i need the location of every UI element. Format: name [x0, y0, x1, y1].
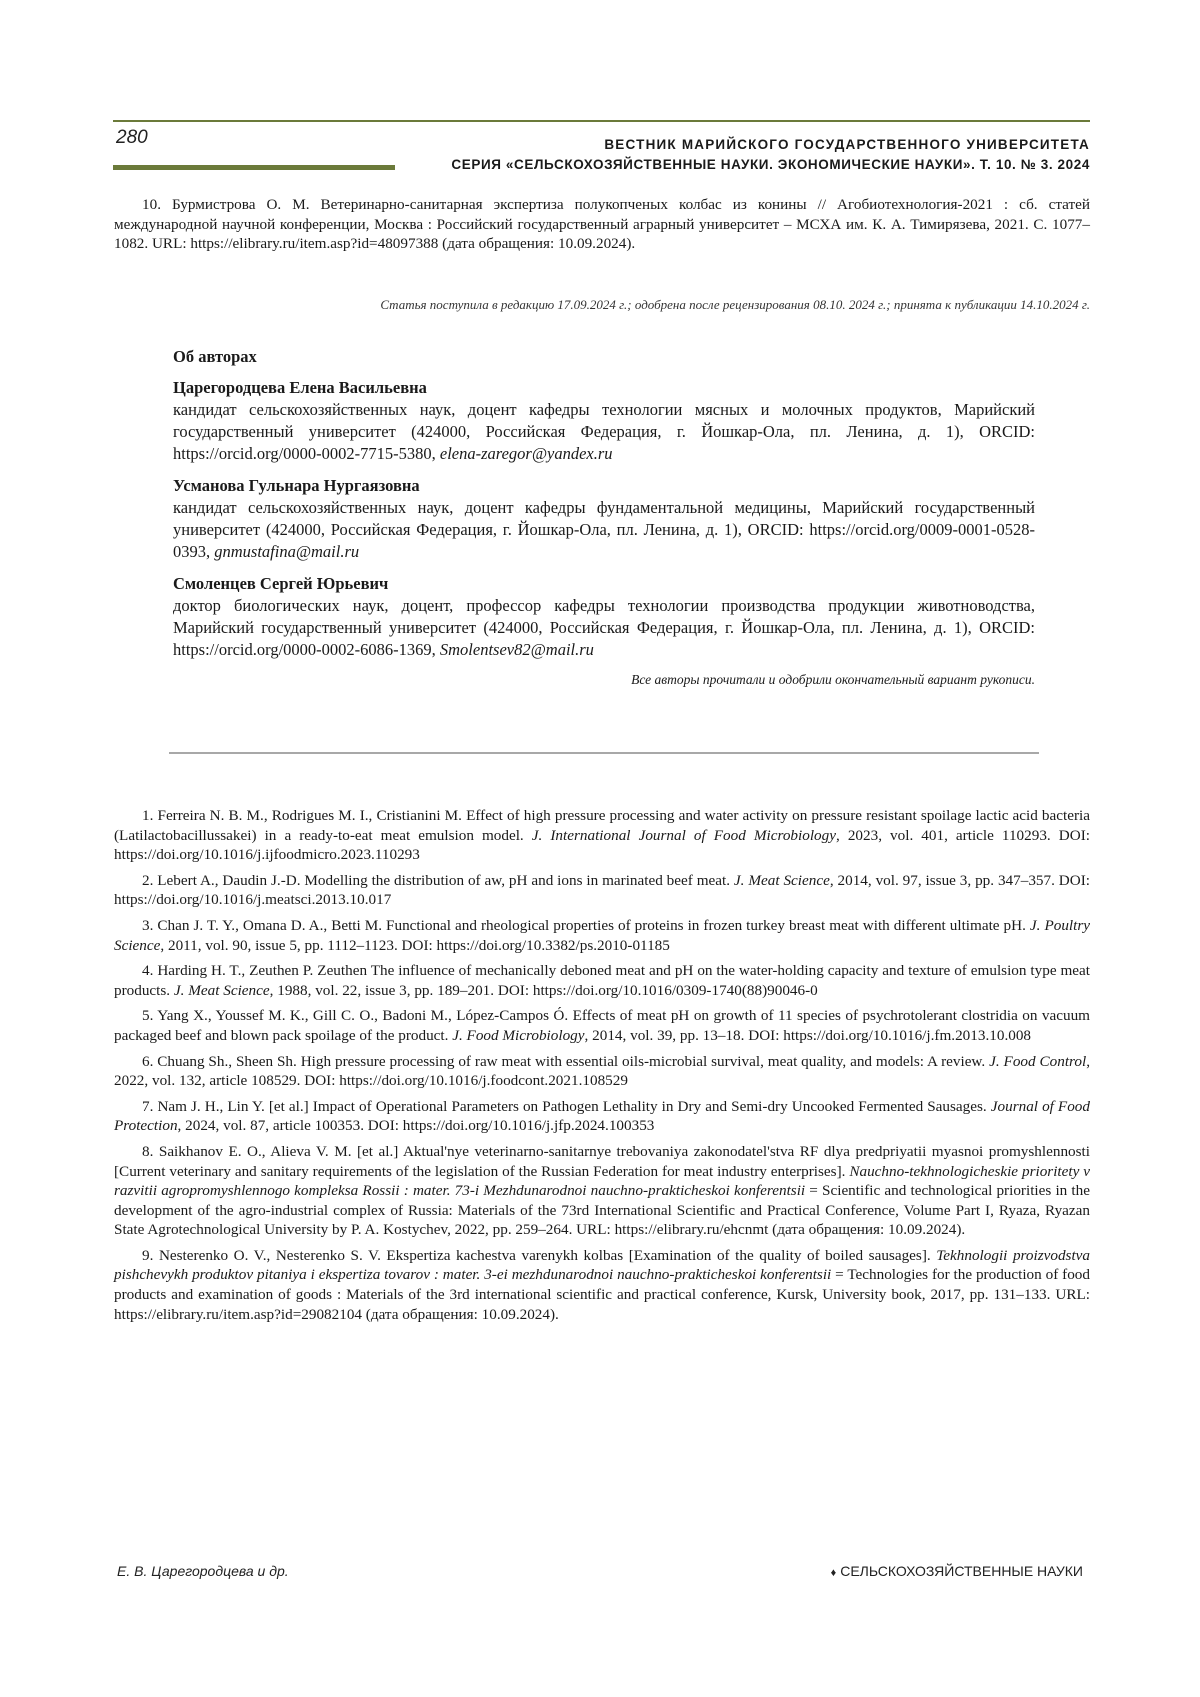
footer-section: [831, 1563, 1083, 1579]
reference-item: 7. Nam J. H., Lin Y. [et al.] Impact of Operational Parameters on Pathogen Lethality in Dry and Semi-dry Uncooked Fermented Sausages. Journal of Food Protection, 2024, vol. 87, article 100353. DOI: https://doi.org/10.1016/j.jfp.2024.100353: [114, 1097, 1090, 1135]
author-bio: кандидат сельскохозяйственных наук, доцент кафедры технологии мясных и молочных продуктов, Марийский государственный университет (424000, Российская Федерация, г. Йошкар-Ола, пл. Ленина, д. 1), ORCID: https://orcid.org/0000-0002-7715-5380, elena-zaregor@yandex.ru: [173, 400, 1035, 463]
reference-item: 4. Harding H. T., Zeuthen P. Zeuthen The influence of mechanically deboned meat and pH on the water-holding capacity and texture of emulsion type meat products. J. Meat Science, 1988, vol. 22, issue 3, pp. 189–201. DOI: https://doi.org/10.1016/0309-1740(88)90046-0: [114, 962, 1090, 999]
author-email[interactable]: gnmustafina@mail.ru: [214, 542, 360, 561]
author-entry: [173, 475, 1035, 563]
author-name: Смоленцев Сергей Юрьевич: [173, 574, 389, 593]
footer-section-label: СЕЛЬСКОХОЗЯЙСТВЕННЫЕ НАУКИ: [840, 1563, 1083, 1579]
footer-authors: Е. В. Царегородцева и др.: [117, 1563, 289, 1579]
author-bio: кандидат сельскохозяйственных наук, доцент кафедры фундаментальной медицины, Марийский государственный университет (424000, Российская Федерация, г. Йошкар-Ола, пл. Ленина, д. 1), ORCID: https://orcid.org/0009-0001-0528-0393, gnmustafina@mail.ru: [173, 498, 1035, 561]
header-top-rule: [113, 120, 1090, 122]
authors-bottom-rule: [169, 752, 1039, 754]
journal-series: СЕРИЯ «СЕЛЬСКОХОЗЯЙСТВЕННЫЕ НАУКИ. ЭКОНОМИЧЕСКИЕ НАУКИ». Т. 10. № 3. 2024: [451, 157, 1090, 172]
about-authors: [173, 346, 1035, 689]
author-email[interactable]: Smolentsev82@mail.ru: [439, 640, 594, 659]
author-name: Царегородцева Елена Васильевна: [173, 378, 427, 397]
author-email[interactable]: elena-zaregor@yandex.ru: [439, 444, 613, 463]
author-entry: [173, 377, 1035, 465]
received-note: Статья поступила в редакцию 17.09.2024 г.; одобрена после рецензирования 08.10. 2024 г.; принята к публикации 14.10.2024 г.: [380, 297, 1090, 312]
approved-note: Все авторы прочитали и одобрили окончательный вариант рукописи.: [631, 672, 1035, 687]
author-bio: доктор биологических наук, доцент, профессор кафедры технологии производства продукции животноводства, Марийский государственный университет (424000, Российская Федерация, г. Йошкар-Ола, пл. Ленина, д. 1), ORCID: https://orcid.org/0000-0002-6086-1369, Smolentsev82@mail.ru: [173, 596, 1035, 659]
page-number: 280: [116, 127, 148, 148]
reference-item: 1. Ferreira N. B. M., Rodrigues M. I., Cristianini M. Effect of high pressure processing and water activity on pressure resistant spoilage lactic acid bacteria (Latilactobacillussakei) in a ready-to-eat meat emulsion model. J. International Journal of Food Microbiology, 2023, vol. 401, article 110293. DOI: https://doi.org/10.1016/j.ijfoodmicro.2023.110293: [114, 807, 1090, 864]
diamond-icon: ♦: [830, 1567, 837, 1579]
reference-item: 3. Chan J. T. Y., Omana D. A., Betti M. Functional and rheological properties of proteins in frozen turkey breast meat with different ultimate pH. J. Poultry Science, 2011, vol. 90, issue 5, pp. 1112–1123. DOI: https://doi.org/10.3382/ps.2010-01185: [114, 916, 1091, 954]
about-authors-heading: Об авторах: [173, 347, 257, 366]
author-entry: [173, 573, 1035, 661]
reference-item: 5. Yang X., Youssef M. K., Gill C. O., Badoni M., López-Campos Ó. Effects of meat pH on growth of 11 species of psychrotolerant clostridia on vacuum packaged beef and blown pack spoilage of the product. J. Food Microbiology, 2014, vol. 39, pp. 13–18. DOI: https://doi.org/10.1016/j.fm.2013.10.008: [114, 1007, 1090, 1044]
reference-item: 8. Saikhanov E. O., Alieva V. M. [et al.] Aktual'nye veterinarno-sanitarnye trebovaniya zakonodatel'stva RF dlya predpriyatii myasnoi promyshlennosti [Current veterinary and sanitary requirements of the legislation of the Russian Federation for meat industry enterprises]. Nauchno-tekhnologicheskie prioritety v razvitii agropromyshlennogo kompleksa Rossii : mater. 73-i Mezhdunarodnoi nauchno-prakticheskoi konferentsii = Scientific and technological priorities in the development of the agro-industrial complex of Russia: Materials of the 73rd International Scientific and Practical Conference, Volume Part I, Ryaza, Ryazan State Agrotechnological University by P. A. Kostychev, 2022, pp. 259–264. URL: https://elibrary.ru/ehcnmt (дата обращения: 10.09.2024).: [114, 1142, 1090, 1239]
reference-item: 6. Chuang Sh., Sheen Sh. High pressure processing of raw meat with essential oils-microbial survival, meat quality, and models: A review. J. Food Control, 2022, vol. 132, article 108529. DOI: https://doi.org/10.1016/j.foodcont.2021.108529: [114, 1052, 1090, 1090]
header-accent-rule: [113, 165, 395, 170]
journal-title: ВЕСТНИК МАРИЙСКОГО ГОСУДАРСТВЕННОГО УНИВЕРСИТЕТА: [604, 137, 1090, 152]
reference-item: 9. Nesterenko O. V., Nesterenko S. V. Ekspertiza kachestva varenykh kolbas [Examination of the quality of boiled sausages]. Tekhnologii proizvodstva pishchevykh produktov pitaniya i ekspertiza tovarov : mater. 3-ei mezhdunarodnoi nauchno-prakticheskoi konferentsii = Technologies for the production of food products and examination of goods : Materials of the 3rd international scientific and practical conference, Kursk, University book, 2017, pp. 131–133. URL: https://elibrary.ru/item.asp?id=29082104 (дата обращения: 10.09.2024).: [114, 1246, 1090, 1323]
author-name: Усманова Гульнара Нургаязовна: [173, 476, 420, 495]
reference-item: 2. Lebert A., Daudin J.-D. Modelling the distribution of aw, pH and ions in marinated beef meat. J. Meat Science, 2014, vol. 97, issue 3, pp. 347–357. DOI: https://doi.org/10.1016/j.meatsci.2013.10.017: [114, 871, 1091, 909]
references-list: [114, 806, 1090, 1330]
reference-ru-10: 10. Бурмистрова О. М. Ветеринарно-санитарная экспертиза полукопченых колбас из конины // Агобиотехнология-2021 : сб. статей международной научной конференции, Москва : Российский государственный аграрный университет – МСХА им. К. А. Тимирязева, 2021. С. 1077–1082. URL: https://elibrary.ru/item.asp?id=48097388 (дата обращения: 10.09.2024).: [114, 196, 1090, 253]
